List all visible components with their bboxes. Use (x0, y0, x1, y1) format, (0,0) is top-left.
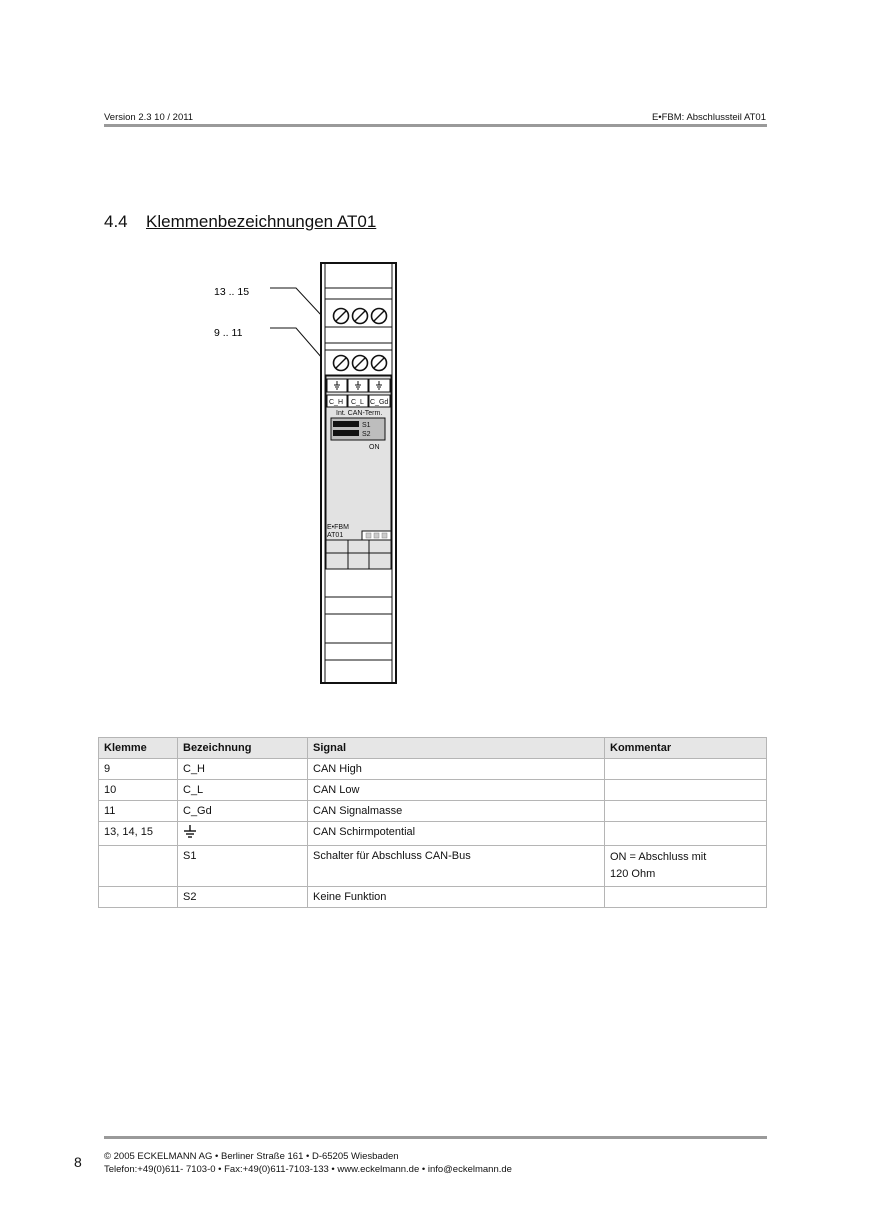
cell-bezeichnung (178, 822, 308, 846)
cell-kommentar (605, 822, 767, 846)
col-bezeichnung: Bezeichnung (178, 738, 308, 759)
callout-13-15: 13 .. 15 (214, 286, 250, 298)
cell-klemme (99, 887, 178, 908)
cell-bezeichnung: C_H (178, 759, 308, 780)
cell-signal: CAN High (308, 759, 605, 780)
kommentar-line-1: ON = Abschluss mit (610, 851, 707, 863)
cell-bezeichnung: C_Gd (178, 801, 308, 822)
cell-bezeichnung: S1 (178, 846, 308, 887)
table-row (99, 759, 767, 780)
cell-klemme: 10 (99, 780, 178, 801)
table-row (99, 846, 767, 887)
leader-line-top (270, 288, 322, 316)
ground-symbols (327, 379, 390, 392)
cell-kommentar (605, 887, 767, 908)
footer-contact: Telefon:+49(0)611- 7103-0 • Fax:+49(0)611-7103-133 • www.eckelmann.de • info@eckelmann.de (104, 1164, 512, 1175)
header-rule (104, 124, 767, 127)
label-c-gd: C_Gd (370, 399, 389, 406)
section-number: 4.4 (104, 212, 128, 231)
label-c-h: C_H (329, 399, 344, 406)
ground-icon (183, 825, 197, 838)
cell-signal: Keine Funktion (308, 887, 605, 908)
cell-klemme: 13, 14, 15 (99, 822, 178, 846)
label-model: AT01 (327, 532, 344, 539)
header-version: Version 2.3 10 / 2011 (104, 112, 194, 123)
cell-bezeichnung: S2 (178, 887, 308, 908)
label-s2: S2 (362, 431, 371, 438)
table-row (99, 822, 767, 846)
cell-kommentar (605, 846, 767, 887)
screw-terminals-9-11 (334, 356, 387, 371)
col-kommentar: Kommentar (605, 738, 767, 759)
page-number: 8 (74, 1154, 82, 1170)
kommentar-line-2: 120 Ohm (610, 868, 656, 880)
label-s1: S1 (362, 422, 371, 429)
cell-signal: CAN Low (308, 780, 605, 801)
cell-signal: CAN Signalmasse (308, 801, 605, 822)
col-klemme: Klemme (99, 738, 178, 759)
cell-signal: CAN Schirmpotential (308, 822, 605, 846)
terminal-table (98, 737, 767, 908)
footer-address: © 2005 ECKELMANN AG • Berliner Straße 161 • D-65205 Wiesbaden (104, 1151, 399, 1162)
label-on: ON (369, 444, 380, 451)
col-signal: Signal (308, 738, 605, 759)
table-row (99, 801, 767, 822)
cell-klemme: 11 (99, 801, 178, 822)
cell-signal: Schalter für Abschluss CAN-Bus (308, 846, 605, 887)
dip-switch-s1 (333, 421, 359, 427)
cell-kommentar (605, 801, 767, 822)
cell-klemme: 9 (99, 759, 178, 780)
dip-switch-s2 (333, 430, 359, 436)
table-header-row (99, 738, 767, 759)
label-can-term: Int. CAN-Term. (336, 410, 383, 417)
section-title: Klemmenbezeichnungen AT01 (146, 212, 377, 231)
cell-bezeichnung: C_L (178, 780, 308, 801)
cell-kommentar (605, 759, 767, 780)
cell-kommentar (605, 780, 767, 801)
callout-9-11: 9 .. 11 (214, 327, 243, 339)
screw-terminals-13-15 (334, 309, 387, 324)
cell-klemme (99, 846, 178, 887)
leader-line-bottom (270, 328, 322, 358)
table-row (99, 887, 767, 908)
label-brand: E•FBM (327, 524, 349, 531)
device-diagram (200, 258, 420, 690)
header-title: E•FBM: Abschlussteil AT01 (651, 112, 766, 123)
label-c-l: C_L (351, 399, 364, 406)
footer-rule (104, 1136, 767, 1139)
table-row (99, 780, 767, 801)
